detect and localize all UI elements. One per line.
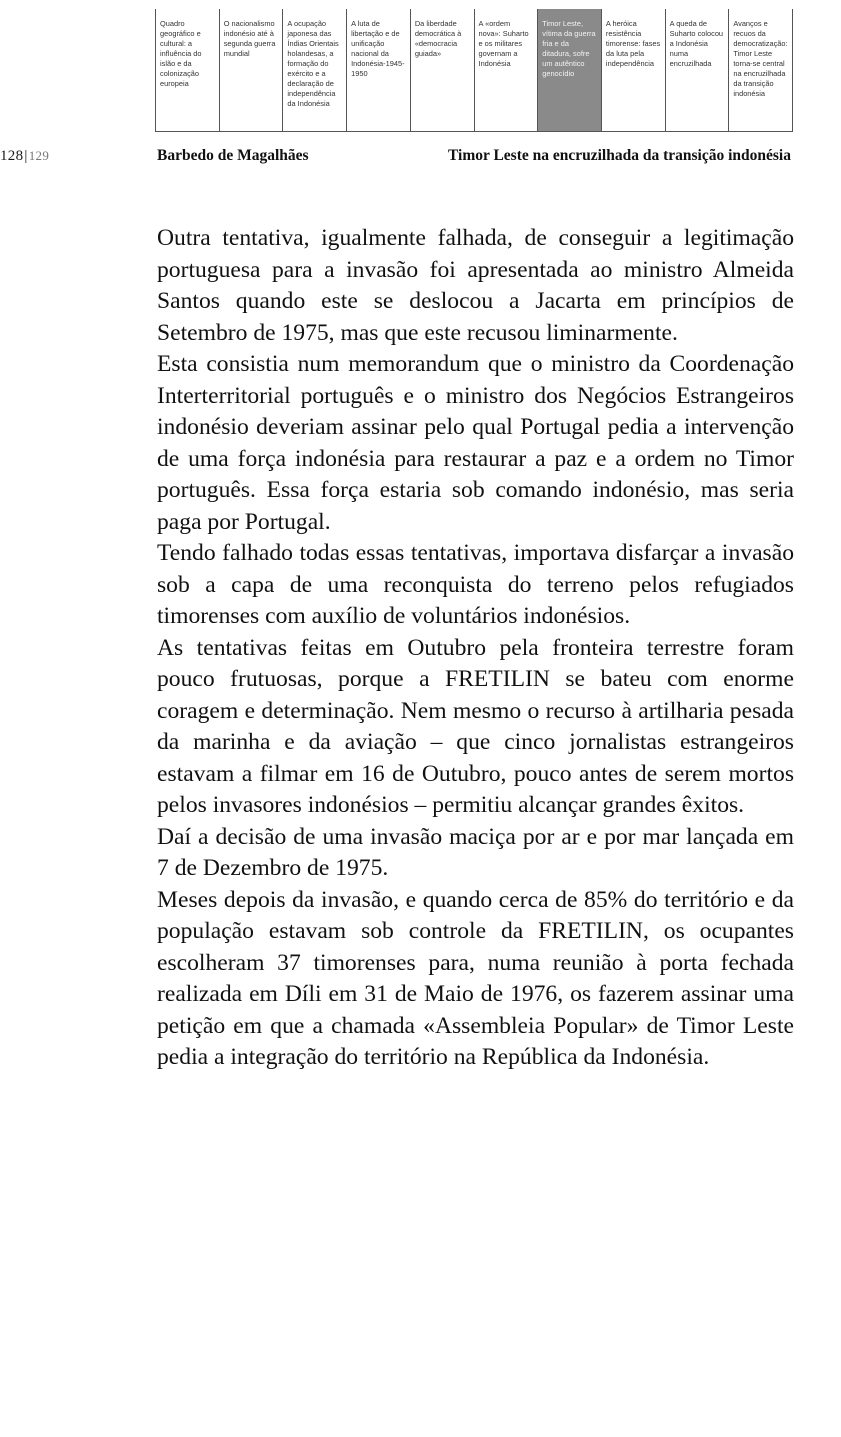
chapter-tab-3[interactable]: A ocupação japonesa das Índias Orientais holandesas, a formação do exército e a declaração de independência da Indonésia (283, 9, 347, 131)
chapter-tab-2[interactable]: O nacionalismo indonésio até à segunda guerra mundial (220, 9, 284, 131)
chapter-tab-5[interactable]: Da liberdade democrática à «democracia guiada» (411, 9, 475, 131)
page-number-separator: | (24, 148, 28, 164)
chapter-tab-1[interactable]: Quadro geográfico e cultural: a influência do islão e da colonização europeia (156, 9, 220, 131)
paragraph: Outra tentativa, igualmente falhada, de conseguir a legitimação portuguesa para a invasão foi apresentada ao ministro Almeida Santos quando este se deslocou a Jacarta em princípios de Setembro de 1975, mas que este recusou liminarmente. (157, 225, 794, 346)
paragraph: Tendo falhado todas essas tentativas, importava disfarçar a invasão sob a capa de uma reconquista do terreno pelos refugiados timorenses com auxílio de voluntários indonésios. (157, 540, 794, 629)
paragraph: Daí a decisão de uma invasão maciça por ar e por mar lançada em 7 de Dezembro de 1975. (157, 823, 794, 881)
page-numbers (0, 148, 74, 165)
page-number-left: 128 (0, 148, 24, 164)
paragraph: Meses depois da invasão, e quando cerca de 85% do território e da população estavam sob controle da FRETILIN, os ocupantes escolheram 37 timorenses para, numa reunião à porta fechada realizada em Díli em 31 de Maio de 1976, os fazerem assinar uma petição em que a chamada «Assembleia Popular» de Timor Leste pedia a integração do território na República da Indonésia. (157, 886, 794, 1070)
body-text (157, 223, 794, 1074)
chapter-tab-10[interactable]: Avanços e recuos da democratização: Timor Leste torna-se central na encruzilhada da transição indonésia (729, 9, 793, 131)
chapter-tab-7-current[interactable]: Timor Leste, vítima da guerra fria e da ditadura, sofre um autêntico genocídio (538, 9, 602, 131)
chapter-tab-4[interactable]: A luta de libertação e de unificação nacional da Indonésia-1945-1950 (347, 9, 411, 131)
paragraph: Esta consistia num memorandum que o ministro da Coordenação Interterritorial português e o ministro dos Negócios Estrangeiros indonésio deveriam assinar pelo qual Portugal pedia a intervenção de uma força indonésia para restaurar a paz e a ordem no Timor português. Essa força estaria sob comando indonésio, mas seria paga por Portugal. (157, 351, 794, 535)
chapter-navigation-strip (155, 9, 793, 132)
page-number-right: 129 (28, 148, 50, 163)
paragraph: As tentativas feitas em Outubro pela fronteira terrestre foram pouco frutuosas, porque a FRETILIN se bateu com enorme coragem e determinação. Nem mesmo o recurso à artilharia pesada da marinha e da aviação – que cinco jornalistas estrangeiros estavam a filmar em 16 de Outubro, pouco antes de serem mortos pelos invasores indonésios – permitiu alcançar grandes êxitos. (157, 634, 794, 818)
running-header-author: Barbedo de Magalhães (157, 147, 309, 164)
running-header-title: Timor Leste na encruzilhada da transição indonésia (447, 147, 791, 164)
chapter-tab-9[interactable]: A queda de Suharto colocou a Indonésia numa encruzilhada (666, 9, 730, 131)
chapter-tab-6[interactable]: A «ordem nova»: Suharto e os militares governam a Indonésia (475, 9, 539, 131)
chapter-tab-8[interactable]: A heróica resistência timorense: fases da luta pela independência (602, 9, 666, 131)
